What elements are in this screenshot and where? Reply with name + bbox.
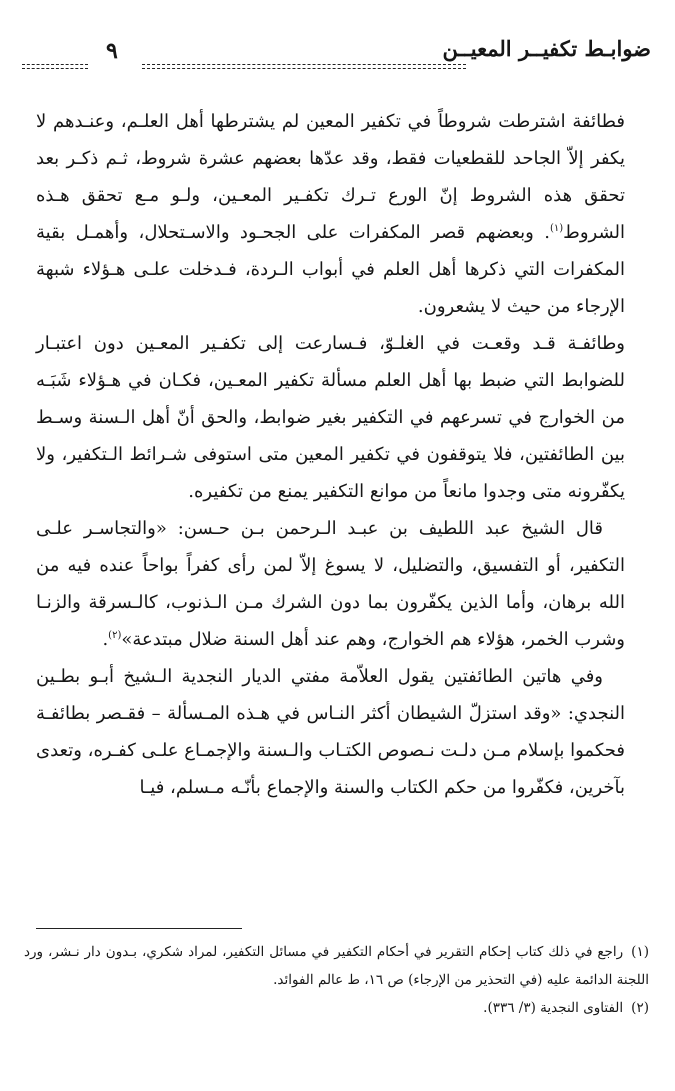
running-title: ضوابـط تكفيــر المعيــن <box>442 36 651 61</box>
footnote: (١)راجع في ذلك كتاب إحكام التقرير في أحكام التكفير في مسائل التكفير، لمراد شكري، بـدون دار نـشر، ورد اللجنة الدائمة عليه (في التحذير من الإرجاء) ص ١٦، ط عالم الفوائد. <box>24 944 649 988</box>
body-text <box>36 103 625 806</box>
footnote-separator <box>36 928 242 929</box>
paragraph: فطائفة اشترطت شروطاً في تكفير المعين لم يشترطها أهل العلـم، وعنـدهم لا يكفر إلاّ الجاحد للقطعيات فقط، وقد عدّها بعضهم عشرة شروط، ثـم ذكـر بعد تحقق هذه الشروط إنّ الورع تـرك تكفـير المعـين، ولـو مـع تحقق هـذه الشروط$^{(١)}$. وبعضهم قصر المكفرات على الجحـود والاسـتحلال، وأهمـل بقية المكفرات التي ذكرها أهل العلم في أبواب الـردة، فـدخلت علـى هـؤلاء شبهة الإرجاء من حيث لا يشعرون. <box>36 111 625 317</box>
page-number: ٩ <box>106 38 118 64</box>
paragraph: وفي هاتين الطائفتين يقول العلاّمة مفتي الديار النجدية الـشيخ أبـو بطـين النجدي: «وقد استزلّ الشيطان أكثر النـاس في هـذه المـسألة – فقـصر بطائفـة فحكموا بإسلام مـن دلـت نـصوص الكتـاب والـسنة والإجمـاع علـى كفـره، وتعدى بآخرين، فكفّروا من حكم الكتاب والسنة والإجماع بأنّـه مـسلم، فيـا <box>36 666 625 798</box>
footnote: (٢)الفتاوى النجدية (٣/ ٣٣٦). <box>483 1000 649 1016</box>
header-rule <box>142 68 466 69</box>
footnote-ref[interactable]: (١) <box>549 223 564 234</box>
footnote-number: (٢) <box>631 1000 649 1016</box>
header-rule <box>22 64 88 65</box>
paragraph: قال الشيخ عبد اللطيف بن عبـد الـرحمن بـن حـسن: «والتجاسـر علـى التكفير، أو التفسيق، والتضليل، لا يسوغ إلاّ لمن رأى كفراً بواحاً عنده فيه من الله برهان، وأما الذين يكفّرون بما دون الشرك مـن الـذنوب، كالـسرقة والزنـا وشرب الخمر، هؤلاء هم الخوارج، وهم عند أهل السنة ضلال مبتدعة»$^{(٢)}$. <box>36 518 625 650</box>
paragraph: وطائفـة قـد وقعـت في الغلـوّ، فـسارعت إلى تكفـير المعـين دون اعتبـار للضوابط التي ضبط بها أهل العلم مسألة تكفير المعـين، فكـان في هـؤلاء شَبَـه من الخوارج في تسرعهم في التكفير بغير ضوابط، والحق أنّ أهل الـسنة وسـط بين الطائفتين، فلا يتوقفون في تكفير المعين متى استوفى شـرائط الـتكفير، ولا يكفّرونه متى وجدوا مانعاً من موانع التكفير يمنع من تكفيره. <box>36 333 625 502</box>
footnote-ref[interactable]: (٢) <box>108 630 122 641</box>
header-rule <box>22 68 88 69</box>
footnote-number: (١) <box>631 944 649 960</box>
header-rule <box>142 64 466 65</box>
running-header <box>22 36 651 76</box>
footnotes <box>24 938 649 1022</box>
